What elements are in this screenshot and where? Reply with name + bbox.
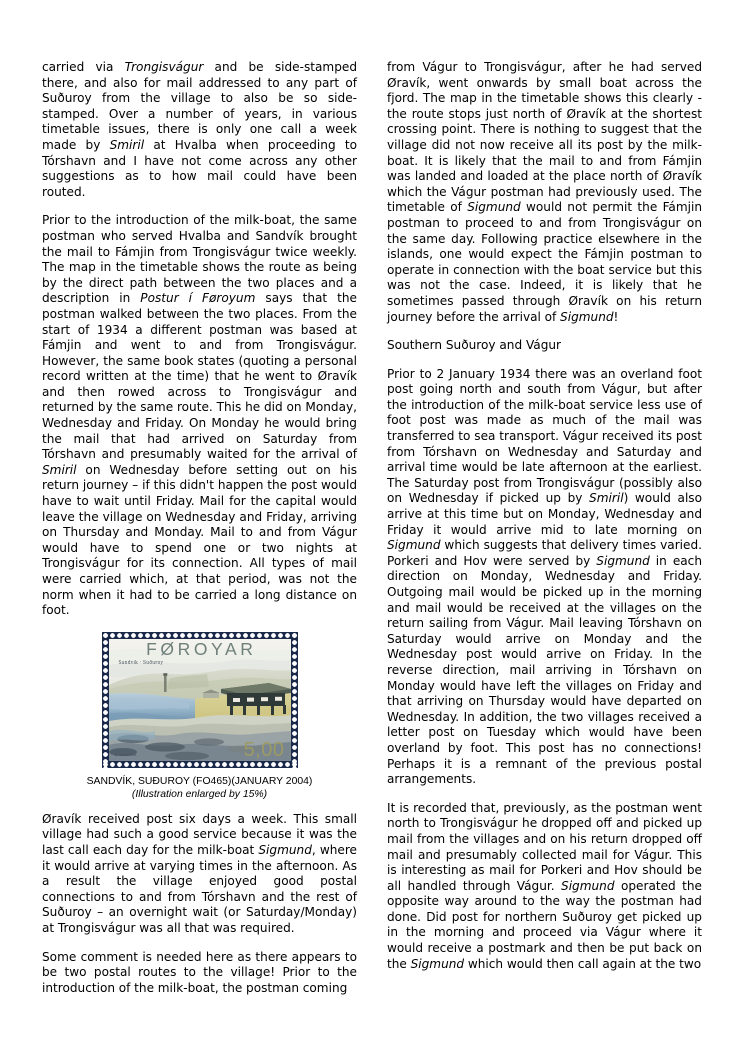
stamp-script-label: Sandvík · Suðuroy — [118, 659, 164, 667]
stamp-perforation-top — [102, 632, 298, 639]
stamp-figure — [42, 632, 357, 802]
figure-caption — [42, 775, 357, 802]
two-column-body — [42, 60, 702, 1016]
figure-caption-line-2: (Illustration enlarged by 15%) — [131, 789, 268, 801]
stamp-country-label: FØROYAR — [146, 638, 257, 659]
figure-caption-line-1: SANDVÍK, SUÐUROY (FO465)(JANUARY 2004) — [86, 775, 313, 787]
stamp-wrapper — [102, 632, 298, 768]
stamp-design — [109, 639, 291, 761]
paragraph: Øravík received post six days a week. This small village had such a good service because it was the last call each day for the milk-boat Sigmund, where it would arrive at varying times in the afternoon. As a result the village enjoyed good postal connections to and from Tórshavn and the rest of Suðuroy – an overnight wait (or Saturday/Monday) at Trongisvágur was all that was required. — [42, 811, 357, 935]
postage-stamp — [102, 632, 298, 768]
stamp-perforation-left — [102, 632, 109, 768]
stamp-perforation-right — [291, 632, 298, 768]
paragraph: Prior to 2 January 1934 there was an overland foot post going north and south from Vágur, but after the introduction of the milk-boat service less use of foot post was made as much of the mail was transferred to sea transport. Vágur received its post from Tórshavn on Wednesday and Saturday and arrival time would be late afternoon at the earliest. The Saturday post from Trongisvágur (possibly also on Wednesday if picked up by Smiril) would also arrive at this time but on Monday, Wednesday and Friday it would arrive mid to late morning on Sigmund which suggests that delivery times varied. Porkeri and Hov were served by Sigmund in each direction on Monday, Wednesday and Friday. Outgoing mail would be picked up in the morning and mail would be received at the villages on the return sailing from Vágur. Mail leaving Tórshavn on Saturday would arrive on Monday and the Wednesday post would arrive on Friday. In the reverse direction, mail arriving in Tórshavn on Monday would have left the villages on Friday and that arriving on Thursday would have departed on Wednesday. In addition, the two villages received a letter post on Tuesday which would have been overland by foot. This post has no connections! Perhaps it is a remnant of the previous postal arrangements. — [387, 366, 703, 787]
paragraph: It is recorded that, previously, as the postman went north to Trongisvágur he dropped off and picked up mail from the villages and on his return dropped off mail and presumably collected mail for Vágur. This is interesting as mail for Porkeri and Hov should be all handled through Vágur. Sigmund operated the opposite way around to the way the postman had done. Did post for northern Suðuroy get picked up in the morning and proceed via Vágur where it would receive a postmark and then be put back on the Sigmund which would then call again at the two — [387, 800, 702, 971]
paragraph: Some comment is needed here as there appears to be two postal routes to the village! Prior to the introduction of the milk-boat, the postman coming — [42, 949, 357, 995]
stamp-denomination: 5,00 — [243, 738, 285, 761]
section-heading: Southern Suðuroy and Vágur — [387, 338, 562, 353]
paragraph: from Vágur to Trongisvágur, after he had served Øravík, went onwards by small boat across the fjord. The map in the timetable shows this clearly - the route stops just north of Øravík at the shortest crossing point. There is nothing to suggest that the village did not now receive all its post by the milk-boat. It is likely that the mail to and from Fámjin was landed and loaded at the place north of Øravík which the Vágur postman had previously used. The timetable of Sigmund would not permit the Fámjin postman to proceed to and from Trongisvágur on the same day. Following practice elsewhere in the islands, one would expect the Fámjin postman to operate in connection with the boat service but this was not the case. Indeed, it is likely that he sometimes passed through Øravík on his return journey before the arrival of Sigmund! — [387, 60, 702, 324]
stamp-perforation-bottom — [102, 761, 298, 768]
stamp-artist-signature: Z. Heinesen — [114, 752, 137, 757]
paragraph: carried via Trongisvágur and be side-stamped there, and also for mail addressed to any part of Suðuroy from the village to also be so side-stamped. Over a number of years, in various timetable issues, there is only one call a week made by Smiril at Hvalba when proceeding to Tórshavn and I have not come across any other suggestions as to how mail could have been routed. — [42, 60, 358, 199]
paragraph: Prior to the introduction of the milk-boat, the same postman who served Hvalba and Sandvík brought the mail to Fámjin from Trongisvágur twice weekly. The map in the timetable shows the route as being by the direct path between the two places and a description in Postur í Føroyum says that the postman walked between the two places. From the start of 1934 a different postman was based at Fámjin and went to and from Trongisvágur. However, the same book states (quoting a personal record written at the time) that he went to Øravík and then rowed across to Trongisvágur and returned by the same route. This he did on Monday, Wednesday and Friday. On Monday he would bring the mail that had arrived on Saturday from Tórshavn and presumably waited for the arrival of Smiril on Wednesday before setting out on his return journey – if this didn't happen the post would have to wait until Friday. Mail for the capital would leave the village on Wednesday and Friday, arriving on Thursday and Monday. Mail to and from Vágur would have to spend one or two nights at Trongisvágur for its connection. All types of mail were carried which, at that period, was not the norm when it had to be carried a long distance on foot. — [42, 213, 357, 618]
